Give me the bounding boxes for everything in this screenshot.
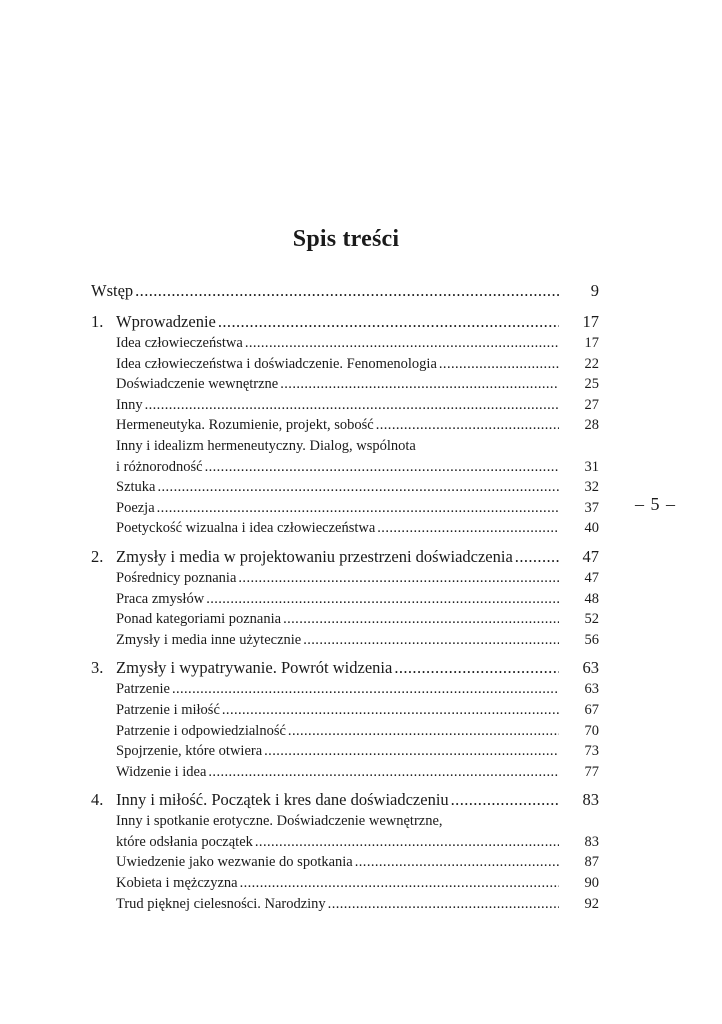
toc-chapter-3	[91, 657, 599, 679]
dot-leader	[208, 762, 559, 783]
section-title: Poetyckość wizualna i idea człowieczeństwa	[116, 520, 376, 537]
toc-page-number: 63	[584, 681, 599, 698]
toc-page-number: 47	[582, 546, 599, 566]
dot-leader	[394, 657, 559, 679]
section-title: Inny	[116, 396, 143, 413]
toc-page-number: 22	[584, 355, 599, 372]
toc-section	[91, 630, 599, 651]
section-title: Zmysły i media inne użytecznie	[116, 631, 302, 648]
section-title-line: Inny i idealizm hermeneutyczny. Dialog, wspólnota	[116, 437, 416, 454]
toc-page-number: 25	[584, 376, 599, 393]
section-title: które odsłania początek	[116, 833, 253, 850]
toc-section-line	[91, 811, 599, 832]
toc-page-number: 77	[584, 763, 599, 780]
section-title: Pośrednicy poznania	[116, 569, 237, 586]
section-title: Trud pięknej cielesności. Narodziny	[116, 895, 326, 912]
dot-leader	[288, 721, 559, 742]
section-title: Praca zmysłów	[116, 590, 205, 607]
toc-section	[91, 498, 599, 519]
section-title-line: Inny i spotkanie erotyczne. Doświadczenie wewnętrzne,	[116, 813, 443, 830]
toc-section	[91, 477, 599, 498]
toc-section	[91, 457, 599, 478]
dot-leader	[376, 415, 559, 436]
chapter-number: 3.	[91, 658, 104, 678]
toc-page-number: 17	[582, 312, 599, 331]
toc-section	[91, 721, 599, 742]
section-title: Ponad kategoriami poznania	[116, 611, 282, 628]
toc-page-number: 70	[584, 722, 599, 739]
toc-entry-intro	[91, 280, 599, 302]
toc-page-number: 56	[584, 631, 599, 648]
section-title: i różnorodność	[116, 458, 203, 475]
toc-page-number: 28	[584, 417, 599, 434]
dot-leader	[206, 589, 559, 610]
toc-section	[91, 395, 599, 416]
dot-leader	[377, 518, 559, 539]
section-title: Sztuka	[116, 479, 156, 496]
toc-page-number: 47	[584, 569, 599, 586]
dot-leader	[245, 333, 559, 354]
section-title: Idea człowieczeństwa i doświadczenie. Fenomenologia	[116, 355, 437, 372]
toc-page-number: 90	[584, 875, 599, 892]
toc-page-number: 92	[584, 895, 599, 912]
toc-page-number: 32	[584, 479, 599, 496]
toc-page-number: 27	[584, 396, 599, 413]
dot-leader	[205, 457, 559, 478]
dot-leader	[172, 679, 559, 700]
dot-leader	[135, 280, 559, 302]
section-title: Patrzenie	[116, 681, 170, 698]
toc-page-number: 73	[584, 743, 599, 760]
toc-section	[91, 568, 599, 589]
dot-leader	[283, 609, 559, 630]
chapter-number: 4.	[91, 790, 104, 810]
section-title: Idea człowieczeństwa	[116, 335, 243, 351]
section-title: Doświadczenie wewnętrzne	[116, 376, 279, 393]
section-title: Spojrzenie, które otwiera	[116, 743, 263, 760]
section-title: Poezja	[116, 499, 155, 516]
chapter-title: Inny i miłość. Początek i kres dane doświadczeniu	[116, 790, 449, 810]
section-title: Uwiedzenie jako wezwanie do spotkania	[116, 854, 353, 871]
toc-section	[91, 762, 599, 783]
toc-page-number: 67	[584, 701, 599, 718]
chapter-number: 2.	[91, 546, 104, 566]
dot-leader	[328, 894, 559, 915]
toc-page-number: 31	[584, 458, 599, 475]
toc-chapter-4	[91, 789, 599, 811]
toc-page-number: 37	[584, 499, 599, 516]
section-title: Patrzenie i odpowiedzialność	[116, 722, 286, 739]
toc-section	[91, 589, 599, 610]
section-title: Widzenie i idea	[116, 763, 207, 780]
toc-section	[91, 354, 599, 375]
dot-leader	[280, 374, 559, 395]
section-title: Patrzenie i miłość	[116, 701, 220, 718]
toc-entry-title: Wstęp	[91, 281, 134, 300]
dot-leader	[222, 700, 559, 721]
toc-page-number: 48	[584, 590, 599, 607]
toc-page-number: 63	[582, 658, 599, 678]
toc-section	[91, 518, 599, 539]
toc-section-line	[91, 436, 599, 457]
toc-section	[91, 832, 599, 853]
toc-page-number: 52	[584, 611, 599, 628]
toc-section	[91, 415, 599, 436]
chapter-title: Zmysły i media w projektowaniu przestrzeni doświadczenia	[116, 546, 513, 566]
toc-section	[91, 333, 599, 354]
toc-page-number: 83	[584, 833, 599, 850]
toc-chapter-2	[91, 546, 599, 568]
toc-page-number: 87	[584, 854, 599, 871]
toc-section	[91, 873, 599, 894]
toc-section	[91, 700, 599, 721]
dot-leader	[218, 311, 559, 333]
chapter-title: Zmysły i wypatrywanie. Powrót widzenia	[116, 658, 393, 678]
toc-page-number: 83	[582, 790, 599, 810]
toc-section	[91, 609, 599, 630]
toc-page-number: 17	[584, 335, 599, 351]
toc-chapter-1	[91, 311, 599, 333]
dot-leader	[145, 395, 559, 416]
dot-leader	[238, 568, 559, 589]
chapter-number: 1.	[91, 312, 104, 331]
dot-leader	[439, 354, 559, 375]
toc-section	[91, 894, 599, 915]
dot-leader	[157, 498, 559, 519]
page-number-folio: – 5 –	[635, 494, 676, 514]
toc-page-number: 9	[590, 281, 599, 300]
dot-leader	[157, 477, 559, 498]
dot-leader	[451, 789, 559, 811]
toc-page-number: 40	[584, 520, 599, 537]
dot-leader	[303, 630, 559, 651]
toc-section	[91, 374, 599, 395]
dot-leader	[240, 873, 559, 894]
dot-leader	[264, 741, 559, 762]
dot-leader	[255, 832, 559, 853]
dot-leader	[515, 546, 559, 568]
toc-section	[91, 679, 599, 700]
chapter-title: Wprowadzenie	[116, 312, 216, 331]
section-title: Hermeneutyka. Rozumienie, projekt, sobość	[116, 417, 374, 434]
dot-leader	[355, 852, 559, 873]
page-title: Spis treści	[292, 226, 400, 252]
toc-section	[91, 852, 599, 873]
toc-section	[91, 741, 599, 762]
section-title: Kobieta i mężczyzna	[116, 875, 238, 892]
table-of-contents	[91, 280, 599, 914]
